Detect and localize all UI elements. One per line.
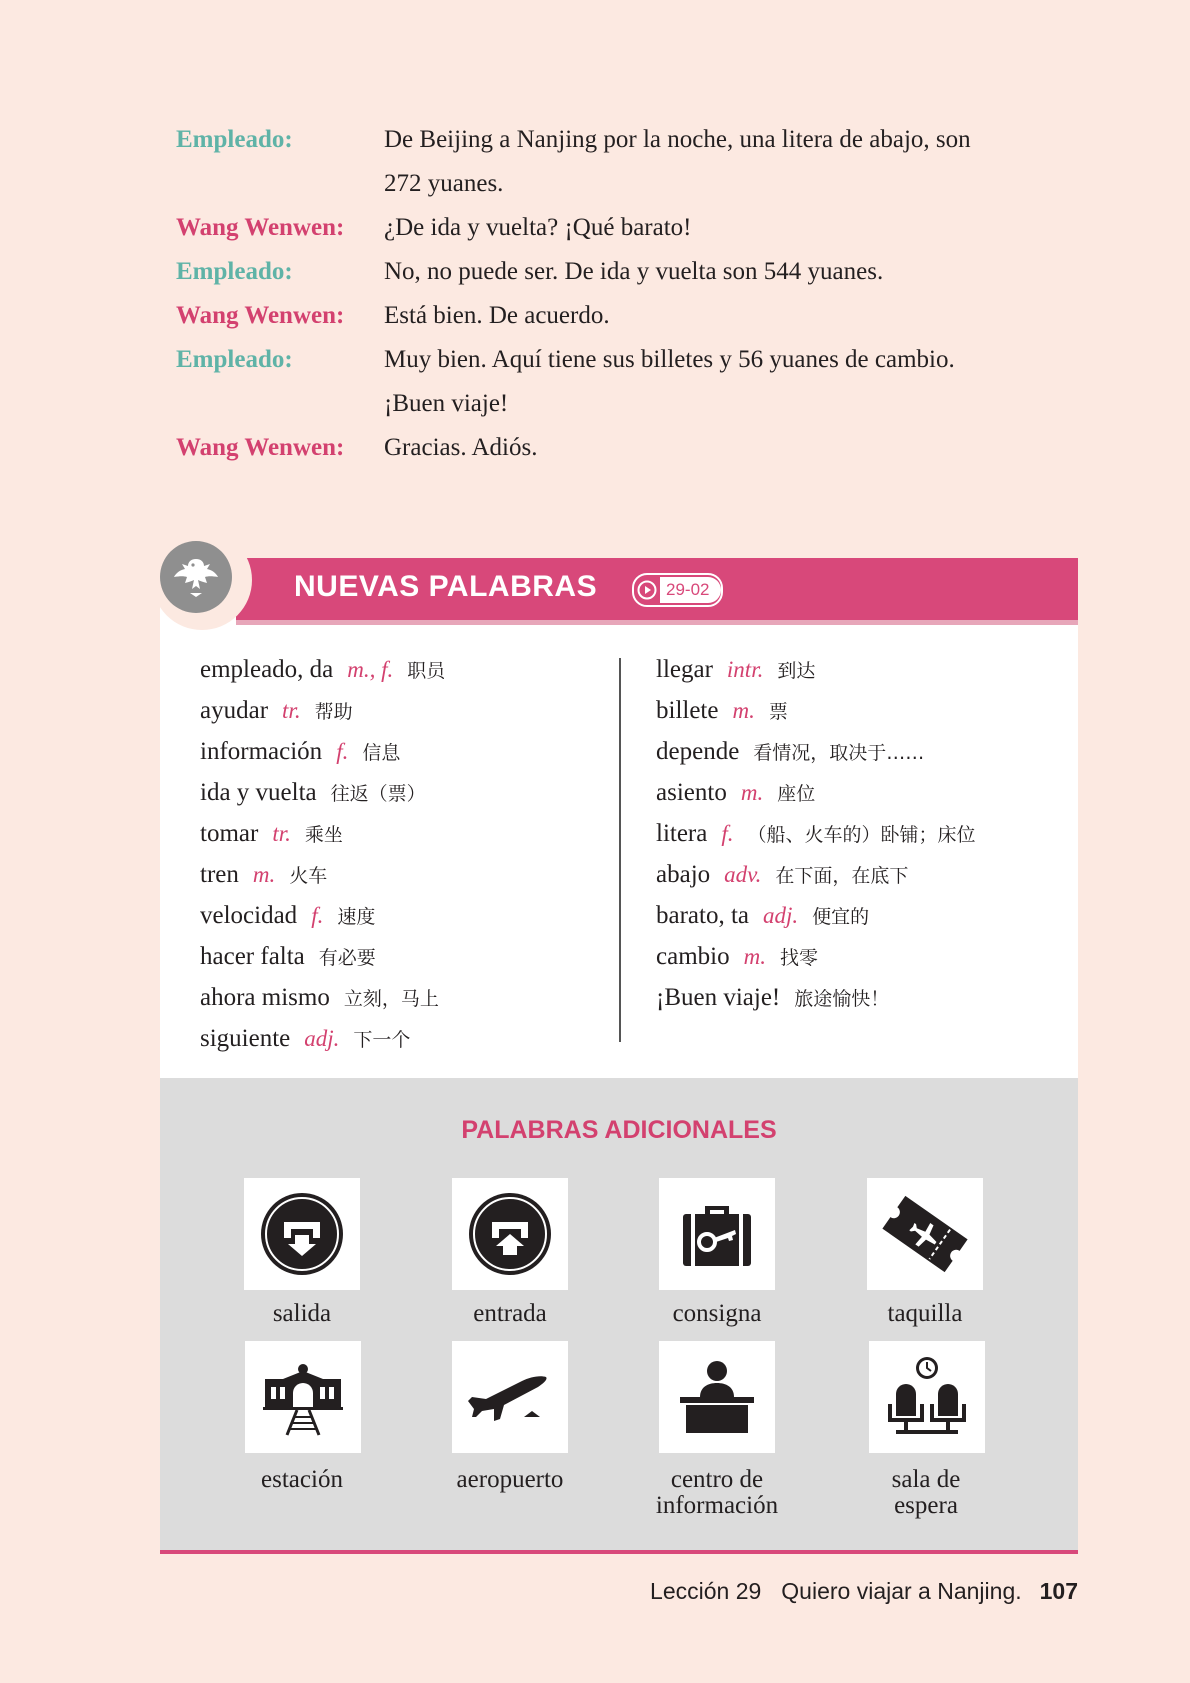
vocab-chinese: 立刻，马上 [343,988,439,1010]
vocab-word: litera [656,820,708,847]
vocab-item [200,1019,445,1060]
dialogue-text: 272 yuanes. [384,170,504,197]
vocab-chinese: 旅途愉快！ [794,988,890,1010]
entrance-icon [452,1178,568,1290]
vocab-grammar: m. [252,862,276,887]
additional-label-multiline [836,1467,1016,1519]
vocab-grammar: adj. [763,903,799,928]
vocab-chinese: 火车 [289,865,328,887]
play-icon [634,577,660,603]
vocab-chinese: 便宜的 [812,906,870,928]
vocab-word: ahora mismo [200,984,330,1011]
speaker [176,382,384,426]
dialogue-text: Está bien. De acuerdo. [384,302,610,329]
vocab-item [200,650,445,691]
vocab-item [656,937,976,978]
vocab-chinese: 在下面，在底下 [775,865,909,887]
dialogue-text: De Beijing a Nanjing por la noche, una litera de abajo, son [384,126,971,153]
dialogue-text: ¡Buen viaje! [384,390,509,417]
dialogue-text: ¿De ida y vuelta? ¡Qué barato! [384,214,692,241]
vocab-item [200,855,445,896]
audio-code: 29-02 [660,577,721,603]
vocab-chinese: 座位 [777,783,816,805]
vocab-grammar: f. [721,821,734,846]
label-line: sala de [891,1466,961,1493]
vocab-grammar: m. [732,698,755,723]
dialogue-text: Muy bien. Aquí tiene sus billetes y 56 yuanes de cambio. [384,346,955,373]
vocab-grammar: f. [336,739,349,764]
vocab-word: barato, ta [656,902,750,929]
additional-label: taquilla [887,1300,963,1327]
vocab-chinese: 找零 [779,947,818,969]
vocab-word: hacer falta [200,943,305,970]
dialogue [176,118,1076,470]
additional-words-title: PALABRAS ADICIONALES [461,1116,777,1144]
vocab-item [200,978,445,1019]
vocab-chinese: 乘坐 [304,824,343,846]
luggage-locker-icon [659,1178,775,1290]
vocab-word: llegar [656,656,713,683]
dialogue-line [176,338,1076,382]
lesson-title: Quiero viajar a Nanjing. [781,1578,1022,1604]
dialogue-line [176,382,1076,426]
vocab-word: billete [656,697,719,724]
vocab-list-left [200,650,445,1060]
vocab-item [200,691,445,732]
speaker: Wang Wenwen: [176,302,345,329]
additional-label-multiline [627,1467,807,1519]
dialogue-line [176,294,1076,338]
vocab-chinese: （船、火车的）卧铺；床位 [747,824,976,846]
vocab-grammar: adj. [304,1026,340,1051]
vocab-chinese: 速度 [337,906,376,928]
speaker: Empleado: [176,258,293,285]
vocab-item [656,896,976,937]
vocab-chinese: 往返（票） [330,783,426,805]
vocab-item [656,691,976,732]
vocab-chinese: 帮助 [314,701,353,723]
additional-label: consigna [672,1300,762,1327]
information-desk-icon [659,1341,775,1453]
eagle-logo-icon [160,541,232,613]
vocab-word: siguiente [200,1025,291,1052]
vocab-grammar: intr. [726,657,764,682]
vocab-word: abajo [656,861,711,888]
vocab-title: NUEVAS PALABRAS [294,570,598,603]
speaker: Wang Wenwen: [176,434,345,461]
exit-icon [244,1178,360,1290]
dialogue-text: No, no puede ser. De ida y vuelta son 544 yuanes. [384,258,884,285]
airplane-icon [452,1341,568,1453]
vocab-grammar: m. [740,780,764,805]
vocab-word: empleado, da [200,656,334,683]
dialogue-line [176,206,1076,250]
vocab-item [200,773,445,814]
vocab-list-right [656,650,976,1019]
vocab-grammar: m., f. [347,657,394,682]
vocab-word: ayudar [200,697,269,724]
vocab-chinese: 看情况，取决于…… [753,742,925,764]
vocab-chinese: 到达 [777,660,816,682]
speaker: Empleado: [176,346,293,373]
train-station-icon [245,1341,361,1453]
vocab-word: velocidad [200,902,298,929]
vocab-word: información [200,738,323,765]
vocab-word: ida y vuelta [200,779,317,806]
vocab-item [200,732,445,773]
vocab-grammar: tr. [282,698,301,723]
vocab-word: tren [200,861,239,888]
vocab-chinese: 职员 [407,660,446,682]
speaker: Wang Wenwen: [176,214,345,241]
column-divider [619,658,621,1042]
vocab-grammar: m. [743,944,766,969]
dialogue-line [176,118,1076,162]
vocab-item [656,855,976,896]
dialogue-line [176,162,1076,206]
page-number: 107 [1039,1578,1078,1604]
vocab-grammar: f. [311,903,324,928]
vocab-item [656,650,976,691]
vocab-word: tomar [200,820,259,847]
label-line: centro de [670,1466,764,1493]
bottom-rule [160,1550,1078,1554]
vocab-item [656,773,976,814]
vocab-item [656,814,976,855]
additional-label: entrada [473,1300,547,1327]
dialogue-line [176,426,1076,470]
label-line: información [655,1492,779,1519]
vocab-chinese: 信息 [362,742,401,764]
vocab-chinese: 下一个 [353,1029,411,1051]
vocab-item [200,896,445,937]
vocab-word: cambio [656,943,730,970]
vocab-word: asiento [656,779,727,806]
vocab-word: depende [656,738,740,765]
vocab-grammar: adv. [724,862,762,887]
page-footer [650,1578,1078,1605]
additional-label: aeropuerto [456,1466,564,1493]
vocab-chinese: 有必要 [318,947,376,969]
dialogue-line [176,250,1076,294]
audio-button[interactable] [632,573,723,607]
ticket-icon [867,1178,983,1290]
vocab-item [200,937,445,978]
vocab-word: ¡Buen viaje! [656,984,781,1011]
vocab-chinese: 票 [768,701,788,723]
speaker: Empleado: [176,126,293,153]
label-line: espera [894,1492,958,1519]
additional-label: estación [261,1466,343,1493]
vocab-item [656,732,976,773]
additional-label: salida [272,1300,332,1327]
waiting-room-icon [869,1341,985,1453]
vocab-item [200,814,445,855]
speaker [176,162,384,206]
dialogue-text: Gracias. Adiós. [384,434,538,461]
lesson-number: Lección 29 [650,1578,762,1604]
vocab-item [656,978,976,1019]
vocab-grammar: tr. [272,821,291,846]
